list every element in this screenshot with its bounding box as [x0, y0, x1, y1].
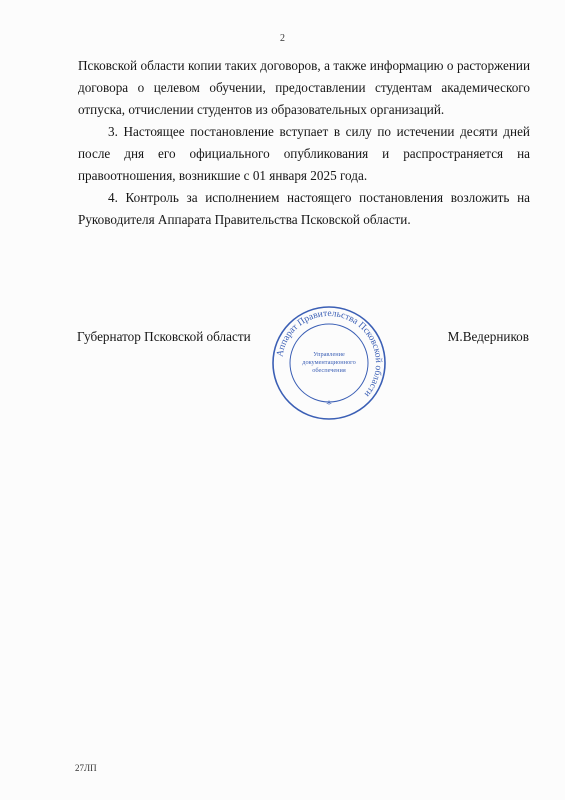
- seal-star-icon: *: [326, 397, 332, 411]
- seal-inner-line-1: Управление: [313, 351, 345, 358]
- seal-inner-line-2: документационного: [302, 359, 356, 366]
- official-seal: [270, 304, 388, 422]
- document-code: 27ЛП: [75, 763, 97, 773]
- document-body: [78, 55, 530, 231]
- seal-inner-line-3: обеспечения: [312, 367, 346, 374]
- paragraph-4-control: 4. Контроль за исполнением настоящего постановления возложить на Руководителя Аппарата Правительства Псковской области.: [78, 190, 530, 227]
- seal-graphic: [270, 304, 388, 422]
- signatory-name: М.Ведерников: [447, 329, 529, 344]
- seal-outer-text: Аппарат Правительства Псковской области: [275, 308, 384, 399]
- paragraph-continuation: Псковской области копии таких договоров, а также информацию о расторжении договора о целевом обучении, предоставлении студентам академического отпуска, отчислении студентов из образовательных организаций.: [78, 58, 530, 117]
- signatory-title: Губернатор Псковской области: [77, 329, 251, 344]
- paragraph-3-effective-date: 3. Настоящее постановление вступает в силу по истечении десяти дней после дня его официального опубликования и распространяется на правоотношения, возникшие с 01 января 2025 года.: [78, 124, 530, 183]
- page-number: 2: [280, 33, 285, 44]
